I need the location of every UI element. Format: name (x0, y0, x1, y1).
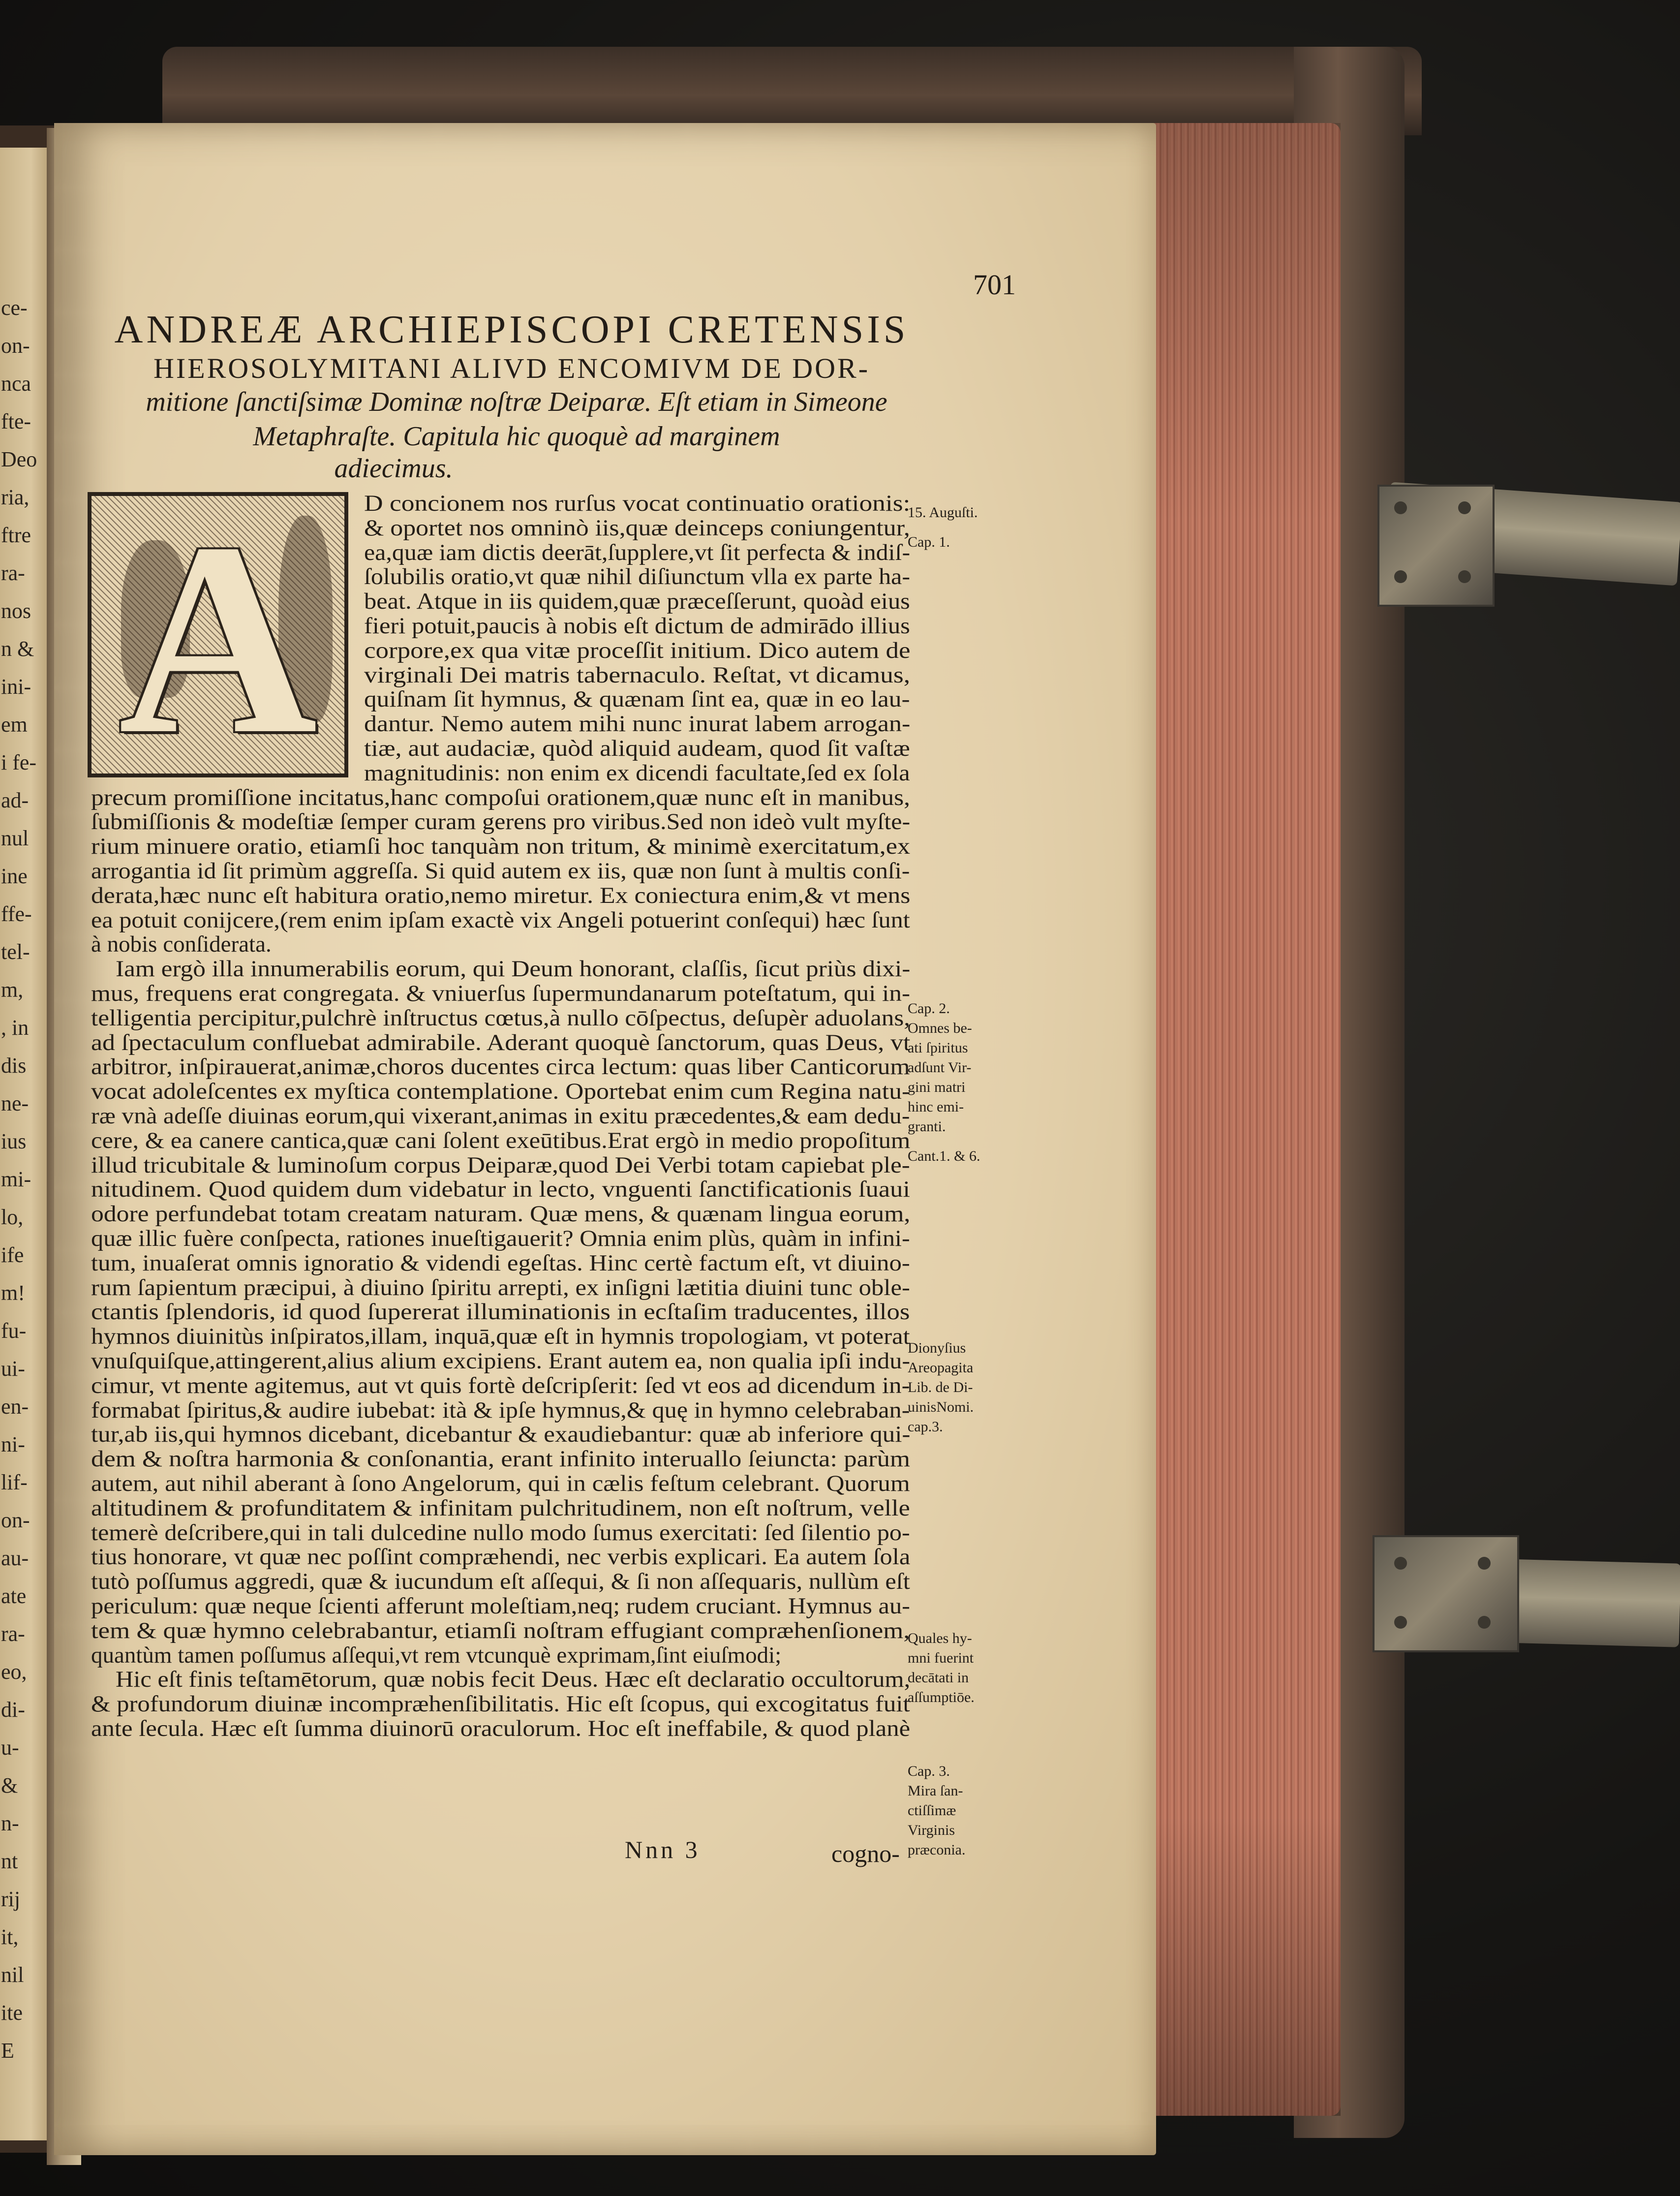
left-page-fragment: eo, (1, 1660, 27, 1684)
body-line: vnuſquiſque,attingerent,alius alium excipiens. Erant autem ea, non qualia ipſi indu- (91, 1348, 911, 1374)
left-page-fragment: n & (1, 637, 34, 661)
margin-note-line: Mira ſan- (908, 1783, 963, 1799)
rivet-icon (1394, 501, 1407, 514)
rivet-icon (1394, 1616, 1407, 1629)
heading-line-1: ANDREÆ ARCHIEPISCOPI CRETENSIS (114, 308, 909, 351)
rivet-icon (1458, 570, 1471, 583)
left-page-fragment: ini- (1, 675, 31, 699)
margin-note-line: Areopagita (908, 1360, 974, 1376)
margin-note-line: granti. (908, 1118, 946, 1135)
margin-note-line: Dionyſius (908, 1340, 966, 1356)
heading-line-2: HIEROSOLYMITANI ALIVD ENCOMIVM DE DOR- (153, 352, 870, 384)
body-line: derata,hæc nunc eſt habitura oratio,nemo miretur. Ex coniectura enim,& vt mens (91, 882, 911, 908)
body-line: virginali Dei matris tabernaculo. Reſtat, vt dicamus, (364, 662, 911, 688)
body-line: dem & noſtra harmonia & conſonantia, erant infinito interuallo ſeiuncta: parùm (91, 1446, 910, 1472)
margin-note-line: Virginis (908, 1822, 955, 1838)
woodcut-initial (88, 492, 348, 777)
margin-note-line: Cap. 2. (908, 1000, 950, 1017)
signature-mark: Nnn 3 (625, 1836, 701, 1863)
body-line: magnitudinis: non enim ex dicendi facultate,ſed ex ſola (364, 760, 910, 786)
margin-note-line: uinisNomi. (908, 1399, 974, 1415)
left-page-fragment: ra- (1, 561, 25, 585)
body-line: hymnos diuinitùs inſpiratos,illam, inquā,quæ eſt in hymnis tropologiam, vt poterat (91, 1324, 910, 1350)
body-line: Hic eſt finis teſtamētorum, quæ nobis fecit Deus. Hæc eſt declaratio occultorum, (116, 1667, 911, 1693)
margin-note (908, 532, 950, 552)
margin-note-line: Lib. de Di- (908, 1379, 973, 1395)
margin-note-line: ati ſpiritus (908, 1040, 968, 1056)
rivet-icon (1394, 570, 1407, 583)
body-line: odore perfundebat totam creatam naturam. Quæ mens, & quænam lingua eorum, (91, 1201, 911, 1227)
body-line: temerè deſcribere,qui in tali dulcedine nullo modo ſumus exercitati: ſed ſilentio po- (91, 1519, 910, 1546)
body-line: quantùm tamen poſſumus aſſequi,vt rem vtcunquè exprimam,ſint eiuſmodi; (91, 1642, 782, 1668)
left-page-fragment: em (1, 712, 28, 737)
body-line: quiſnam ſit hymnus, & quænam ſint ea, quæ in eo lau- (364, 686, 910, 712)
left-page-fragment: dis (1, 1053, 27, 1078)
body-line: corpore,ex qua vitæ proceſſit initium. Dico autem de (364, 637, 911, 663)
margin-note-line: aſſumptiōe. (908, 1689, 975, 1705)
rivet-icon (1478, 1616, 1491, 1629)
body-line: tutò poſſumus aggredi, quæ & iucundum eſt aſſequi, & ſi non aſſequaris, nullùm eſt (91, 1569, 910, 1595)
left-page-fragment: nca (1, 371, 31, 396)
left-page-fragment: i fe- (1, 750, 37, 774)
fore-edge (1149, 123, 1341, 2116)
left-page-fragment: on- (1, 334, 30, 358)
rivet-icon (1478, 1557, 1491, 1570)
page-number: 701 (973, 269, 1016, 301)
left-page-fragment: nil (1, 1963, 24, 1987)
margin-note (908, 1629, 975, 1707)
catchword: cogno- (831, 1840, 900, 1867)
body-line: rium minuere oratio, etiamſi hoc tanquàm non tritum, & minimè exercitatum,ex (91, 834, 911, 860)
body-line: tius honorare, vt quæ nec poſſint compræhendi, nec verbis explicari. Ea autem ſola (91, 1544, 911, 1570)
margin-note-line: ctiſſimæ (908, 1802, 956, 1819)
margin-note (908, 1762, 965, 1860)
body-line: ad ſpectaculum confluebat admirabile. Aderant quoquè ſanctorum, quas Deus, vt (91, 1029, 911, 1055)
body-line: arbitror, inſpirauerat,animæ,choros ducentes circa lectum: quas liber Canticorum (91, 1054, 910, 1080)
rivet-icon (1458, 501, 1471, 514)
left-page-fragment: en- (1, 1394, 29, 1419)
margin-note-line: Cap. 3. (908, 1763, 950, 1779)
left-page-fragment: it, (1, 1925, 19, 1949)
margin-note-line: mni fuerint (908, 1650, 974, 1666)
body-line: precum promiſſione incitatus,hanc compoſui orationem,quæ nunc eſt in manibus, (91, 784, 911, 810)
margin-note-line: Cant.1. & 6. (908, 1148, 980, 1164)
left-page-fragment: E (1, 2039, 14, 2063)
left-page-fragment: ni- (1, 1432, 25, 1456)
body-line: à nobis conſiderata. (91, 931, 272, 958)
margin-note (908, 1338, 974, 1437)
body-line: D concionem nos rurſus vocat continuatio orationis: (364, 491, 911, 516)
body-line: tur,ab iis,qui hymnos dicebant, dicebantur & exaudiebantur: quæ ab inferiore qui- (91, 1422, 911, 1448)
body-line: Iam ergò illa innumerabilis eorum, qui Deum honorant, claſſis, ſicut priùs dixi- (116, 956, 911, 982)
body-line: arrogantia id ſit primùm aggreſſa. Si quid autem ex iis, quæ non ſunt à multis conſi- (91, 858, 910, 884)
body-line: tum, inuaſerat omnis ignoratio & videndi egeſtas. Hinc certè factum eſt, vt diuino- (91, 1250, 910, 1276)
margin-note (908, 503, 978, 523)
left-page-fragment: fte- (1, 409, 31, 433)
body-line: tem & quæ hymno celebrabantur, etiamſi noſtram effugiant compræhenſionem, (91, 1617, 910, 1643)
margin-note-line: Omnes be- (908, 1020, 972, 1036)
margin-note-line: adſunt Vir- (908, 1059, 972, 1076)
body-line: cere, & ea canere cantica,quæ cani ſolent exeūtibus.Erat ergò in medio propoſitum (91, 1127, 911, 1153)
margin-note-line: hinc emi- (908, 1099, 964, 1115)
left-page-fragment: rij (1, 1887, 21, 1911)
heading-line-5: adiecimus. (334, 453, 453, 484)
left-page-fragment: mi- (1, 1167, 31, 1191)
binding-board-top (162, 47, 1422, 135)
left-page-fragment: Deo (1, 447, 37, 471)
body-line: mus, frequens erat congregata. & vniuerſus ſupermundanarum poteſtatum, qui in- (91, 981, 911, 1006)
left-page-fragment: ate (1, 1584, 27, 1608)
clasp-plate-top (1377, 485, 1495, 607)
body-line: illud tricubitale & luminoſum corpus Deiparæ,quod Dei Verbi totam capiebat ple- (91, 1152, 910, 1178)
left-page-fragment: ife (1, 1243, 24, 1267)
body-line: ctantis ſplendoris, id quod ſupererat illuminationis in ecſtaſim traducentes, illos (91, 1299, 910, 1325)
left-page-fragment: ftre (1, 523, 31, 547)
margin-note-line: gini matri (908, 1079, 966, 1095)
body-line: nitudinem. Quod quidem dum videbatur in lecto, vnguenti ſanctificationis ſuaui (91, 1176, 910, 1203)
left-page-fragment: ite (1, 2001, 23, 2025)
body-line: & oportet nos omninò iis,quæ deinceps coniungentur, (364, 515, 910, 541)
body-line: cimur, vt mente agitemus, aut vt quis fortè deſcripſerit: ſed vt eos ad dicendum in- (91, 1372, 910, 1398)
margin-note-line: decātati in (908, 1670, 969, 1686)
body-line: ræ vnà adeſſe diuinas eorum,qui vixerant,animas in exitu præcedentes,& eam dedu- (91, 1103, 910, 1129)
body-line: ante ſecula. Hæc eſt ſumma diuinorū oraculorum. Hoc eſt ineffabile, & quod planè (91, 1716, 911, 1741)
left-page-fragment: ad- (1, 788, 29, 812)
left-page-fragment: & (1, 1773, 18, 1797)
body-line: & profundorum diuinæ incompræhenſibilitatis. Hic eſt ſcopus, qui excogitatus fuit (91, 1691, 910, 1717)
body-line: telligentia percipitur,pulchrè inſtructus cœtus,à nullo cōſpectus, deſupèr aduolans, (91, 1005, 911, 1031)
margin-note-line: Quales hy- (908, 1630, 972, 1646)
body-line: ea potuit conijcere,(rem enim ipſam exactè vix Angeli potuerint conſequi) hæc ſunt (91, 907, 910, 933)
left-page-fragment: lif- (1, 1470, 28, 1494)
left-page-fragment: ne- (1, 1091, 29, 1115)
left-page-fragment: di- (1, 1698, 25, 1722)
margin-note (908, 1146, 980, 1166)
heading-line-3: mitione ſanctiſsimæ Dominæ noſtræ Deiparæ. Eſt etiam in Simeone (146, 387, 887, 417)
left-page-fragment: ce- (1, 296, 28, 320)
left-page-fragment: nul (1, 826, 29, 850)
body-line: vocat adoleſcentes ex myſtica contemplatione. Oportebat enim cum Regina natu- (91, 1079, 911, 1105)
body-line: fieri potuit,paucis à nobis eſt dictum de admirādo illius (364, 613, 910, 639)
left-page-fragment: fu- (1, 1319, 27, 1343)
left-page-fragment: u- (1, 1735, 19, 1760)
left-page-fragment: ine (1, 864, 28, 888)
clasp-plate-bottom (1373, 1535, 1519, 1652)
left-page-edge (0, 148, 52, 2140)
heading-line-4: Metaphraſte. Capitula hic quoquè ad marginem (253, 421, 780, 452)
initial-letter: A (118, 492, 318, 777)
body-line: rum ſapientum præcipui, à diuino ſpiritu arrepti, ex inſigni lætitia diuini tunc oble- (91, 1274, 910, 1300)
left-page-fragment: ria, (1, 485, 30, 509)
left-page-fragment: m! (1, 1281, 25, 1305)
margin-note-line: præconia. (908, 1842, 966, 1858)
body-line: tiæ, aut audaciæ, quòd aliquid audeam, quod ſit vaſtæ (364, 736, 910, 761)
left-page-fragment: nt (1, 1849, 18, 1873)
body-line: autem, aut nihil aberant à ſono Angelorum, qui in cælis feſtum celebrant. Quorum (91, 1471, 910, 1496)
body-line: ea,quæ iam dictis deerāt,ſupplere,vt ſit perfecta & indiſ- (364, 539, 911, 565)
body-line: altitudinem & profunditatem & infinitam pulchritudinem, non eſt noſtrum, velle (91, 1495, 910, 1521)
left-page-fragment: ui- (1, 1357, 25, 1381)
margin-note-line: 15. Auguſti. (908, 504, 978, 521)
left-page-fragment: ius (1, 1129, 27, 1153)
body-line: ſolubilis oratio,vt quæ nihil diſiunctum vlla ex parte ha- (364, 564, 910, 590)
left-page-fragment: nos (1, 599, 31, 623)
body-line: formabat ſpiritus,& audire iubebat: ità & ipſe hymnus,& quę in hymno celebraban- (91, 1397, 910, 1423)
left-page-fragment: on- (1, 1508, 30, 1532)
body-line: dantur. Nemo autem mihi nunc inurat labem arrogan- (364, 711, 911, 737)
left-page-fragment: tel- (1, 940, 30, 964)
body-line: ſubmiſſionis & modeſtiæ ſemper curam gerens pro viribus.Sed non ideò vult myſte- (91, 809, 911, 835)
left-page-fragment: , in (1, 1016, 29, 1040)
left-page-fragment: n- (1, 1811, 19, 1835)
left-page-fragment: au- (1, 1546, 29, 1570)
body-line: quæ illic fuère conſpecta, rationes inueſtigauerit? Omnia enim plùs, quàm in infini- (91, 1226, 910, 1251)
body-line: periculum: quæ neque ſcienti afferunt moleſtiam,neq; rudem cruciant. Hymnus au- (91, 1593, 910, 1619)
margin-note-line: cap.3. (908, 1419, 943, 1435)
body-line: beat. Atque in iis quidem,quæ præceſſerunt, quoàd eius (364, 588, 910, 615)
rivet-icon (1394, 1557, 1407, 1570)
margin-note-line: Cap. 1. (908, 534, 950, 550)
left-page-fragment: m, (1, 978, 24, 1002)
left-page-fragment: ra- (1, 1622, 25, 1646)
left-page-fragment: ffe- (1, 902, 32, 926)
margin-note (908, 999, 972, 1137)
left-page-fragment: lo, (1, 1205, 24, 1229)
